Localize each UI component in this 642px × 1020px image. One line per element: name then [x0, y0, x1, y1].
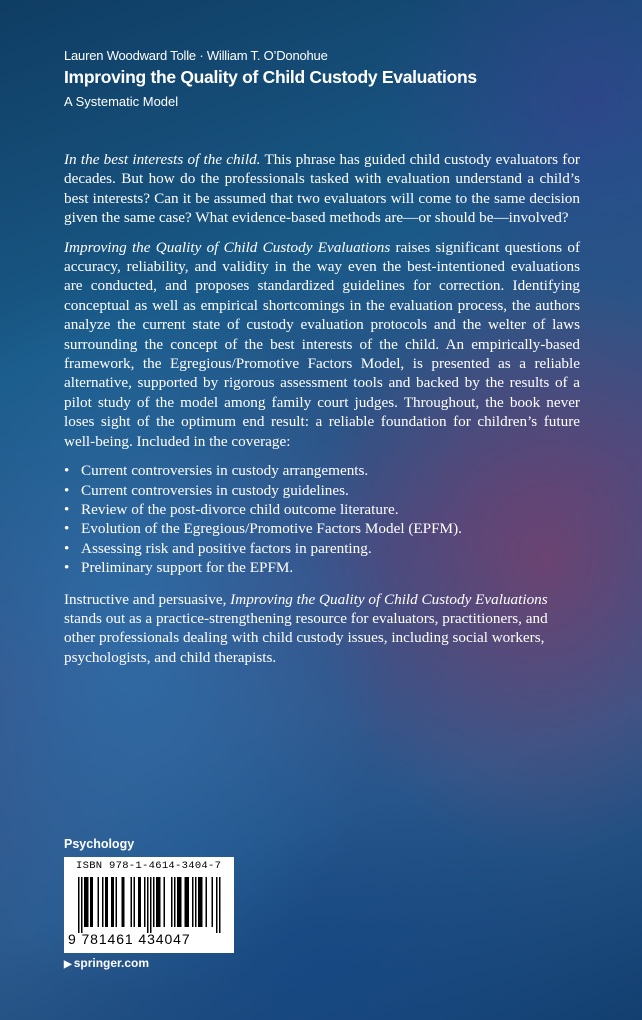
barcode-bar — [179, 877, 181, 927]
coverage-item-text: Preliminary support for the EPFM. — [81, 559, 294, 577]
barcode-box — [64, 857, 234, 953]
coverage-item — [64, 481, 580, 500]
barcode-bar — [150, 877, 152, 933]
barcode-bar — [122, 877, 124, 927]
barcode-bar — [188, 877, 190, 927]
barcode-bar — [201, 877, 203, 927]
barcode-bar — [186, 877, 188, 927]
coverage-item — [64, 539, 580, 558]
blurb-paragraph-3 — [64, 590, 580, 668]
coverage-item — [64, 558, 580, 577]
book-title: Improving the Quality of Child Custody Evaluations — [64, 67, 477, 87]
coverage-item — [64, 500, 580, 519]
bullet-icon: • — [64, 559, 70, 577]
barcode-bar — [111, 877, 113, 927]
subject-category: Psychology — [64, 837, 135, 851]
coverage-item-text: Current controversies in custody arrangements. — [81, 462, 369, 480]
coverage-item-text: Review of the post-divorce child outcome literature. — [81, 500, 399, 518]
barcode-bar — [156, 877, 158, 927]
barcode-bar — [185, 877, 187, 927]
barcode-bar — [138, 877, 140, 927]
bullet-icon: • — [64, 481, 70, 499]
barcode-bar — [113, 877, 115, 927]
coverage-item — [64, 461, 580, 480]
barcode-bar — [131, 877, 133, 927]
blurb-paragraph-2-text: raises significant questions of accuracy, reliability, and validity in the way even the best-intentioned evaluations are conducted, and proposes standardized guidelines for correction. Identifying conceptual as well as empirical shortcomings in the evaluation process, the authors analyze the current state of custody evaluation protocols and the welter of laws surrounding the concept of the best interests of the child. An empirically-based framework, the Egregious/Promotive Factors Model, is presented as a reliable alternative, supported by rigorous assessment tools and backed by the results of a pilot study of the model among family court judges. Throughout, the book never loses sight of the optimum end result: a reliable foundation for children’s future well-being. Included in the coverage: — [64, 238, 581, 450]
barcode-bar — [107, 877, 109, 927]
blurb-paragraph-2 — [64, 238, 580, 451]
book-subtitle: A Systematic Model — [64, 94, 179, 109]
bullet-icon: • — [64, 520, 70, 538]
barcode-bar — [144, 877, 146, 927]
ean-digits: 9 781461 434047 — [68, 931, 191, 947]
publisher-url: springer.com — [73, 956, 150, 970]
barcode-bar — [200, 877, 202, 927]
barcode-bar — [206, 877, 208, 927]
blurb-paragraph-2-italic: Improving the Quality of Child Custody Evaluations — [64, 238, 391, 256]
coverage-item-text: Current controversies in custody guidelines. — [81, 481, 349, 499]
barcode-bar — [102, 877, 104, 927]
arrow-right-icon: ▶ — [64, 959, 72, 970]
barcode-bar — [219, 877, 221, 933]
barcode-bar — [198, 877, 200, 927]
barcode-bar — [212, 877, 214, 927]
isbn-label: ISBN 978-1-4614-3404-7 — [76, 860, 222, 872]
barcode-bar — [153, 877, 155, 927]
header — [64, 48, 604, 109]
barcode-bar — [123, 877, 125, 927]
barcode-bar — [164, 877, 166, 927]
barcode-bar — [159, 877, 161, 927]
blurb-paragraph-3-italic: Improving the Quality of Child Custody Evaluations — [230, 590, 548, 608]
barcode-bar — [92, 877, 94, 927]
barcode-bar — [81, 877, 83, 933]
barcode-bar — [140, 877, 142, 927]
barcode-bar — [158, 877, 160, 927]
barcode-bars — [74, 877, 224, 933]
barcode-bar — [147, 877, 149, 933]
barcode-bar — [195, 877, 197, 927]
barcode-bar — [84, 877, 86, 927]
bullet-icon: • — [64, 462, 70, 480]
barcode-bar — [177, 877, 179, 927]
bullet-icon: • — [64, 539, 70, 557]
blurb-paragraph-1 — [64, 150, 580, 228]
barcode-bar — [192, 877, 194, 927]
coverage-list — [64, 461, 580, 577]
blurb-paragraph-1-italic: In the best interests of the child. — [64, 151, 261, 168]
publisher-link[interactable] — [64, 956, 149, 970]
coverage-item-text: Assessing risk and positive factors in parenting. — [81, 539, 372, 557]
barcode-bar — [180, 877, 182, 927]
barcode-bar — [86, 877, 88, 927]
blurb-paragraph-3-lead: Instructive and persuasive, — [64, 590, 231, 608]
blurb — [64, 150, 580, 677]
barcode-bar — [90, 877, 92, 927]
barcode-bar — [116, 877, 118, 927]
coverage-item-text: Evolution of the Egregious/Promotive Factors Model (EPFM). — [81, 520, 462, 538]
barcode-bar — [105, 877, 107, 927]
blurb-paragraph-1-text: This phrase has guided child custody evaluators for decades. But how do the professionals tasked with evaluation understand a child’s best interests? Can it be assumed that two evaluators will come to the same decision given the same case? What evidence-based methods are—or should be—involved? — [64, 151, 580, 227]
barcode-bar — [78, 877, 80, 933]
authors: Lauren Woodward Tolle · William T. O’Donohue — [64, 48, 328, 63]
barcode-bar — [134, 877, 136, 927]
barcode-bar — [216, 877, 218, 933]
blurb-paragraph-3-text: stands out as a practice-strengthening resource for evaluators, practitioners, and other professionals dealing with child custody issues, including social workers, psychologists, and child therapists. — [64, 609, 548, 666]
barcode-bar — [98, 877, 100, 927]
barcode-bar — [171, 877, 173, 927]
barcode-bar — [174, 877, 176, 927]
barcode-bar — [87, 877, 89, 927]
coverage-item — [64, 519, 580, 538]
bullet-icon: • — [64, 500, 70, 518]
